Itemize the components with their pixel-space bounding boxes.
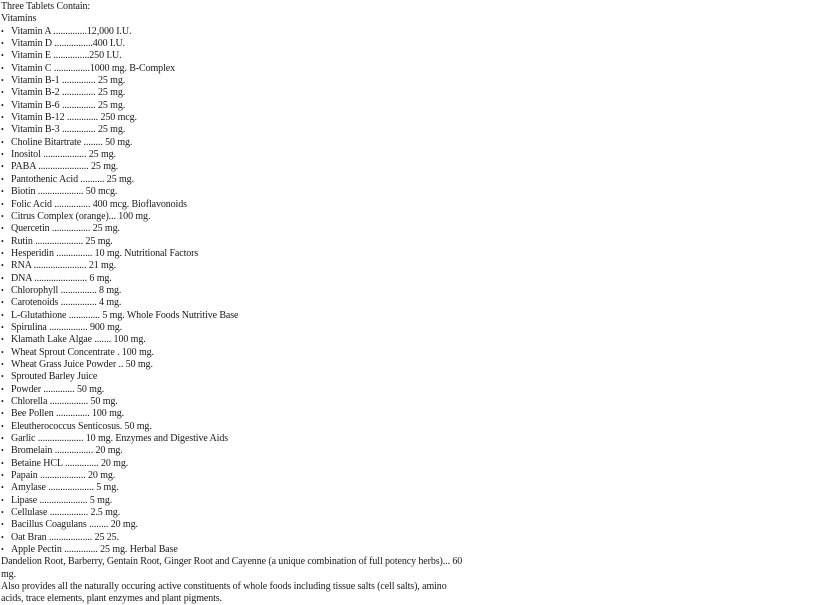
- list-item-text: Citrus Complex (orange)... 100 mg.: [11, 210, 151, 222]
- bullet-icon: •: [1, 285, 4, 295]
- bullet-icon: •: [1, 384, 4, 394]
- list-item-text: Vitamin B-3 .............. 25 mg.: [11, 124, 126, 136]
- bullet-icon: •: [1, 322, 4, 332]
- list-item: [1, 396, 471, 408]
- bullet-icon: •: [1, 162, 4, 172]
- list-item-text: Klamath Lake Algae ....... 100 mg.: [11, 334, 146, 346]
- list-item: [1, 470, 471, 482]
- list-item: [1, 544, 471, 556]
- bullet-icon: •: [1, 150, 4, 160]
- bullet-icon: •: [1, 458, 4, 468]
- list-item-text: Hesperidin ............... 10 mg. Nutritional Factors: [11, 247, 199, 259]
- list-item-text: Vitamin C ...............1000 mg. B-Complex: [11, 62, 175, 74]
- list-item-text: Garlic ................... 10 mg. Enzymes and Digestive Aids: [11, 433, 229, 445]
- list-item-text: Cellulase ................ 2.5 mg.: [11, 507, 121, 519]
- list-item-text: Amylase ................... 5 mg.: [11, 482, 119, 494]
- bullet-icon: •: [1, 520, 4, 530]
- bullet-icon: •: [1, 125, 4, 135]
- list-item: [1, 112, 471, 124]
- list-item-text: Eleutherococcus Senticosus. 50 mg.: [11, 420, 152, 432]
- list-item-text: Quercetin ................ 25 mg.: [11, 223, 120, 235]
- bullet-icon: •: [1, 224, 4, 234]
- list-item-text: Vitamin D ................400 I.U.: [11, 38, 126, 50]
- bullet-icon: •: [1, 310, 4, 320]
- list-item: [1, 149, 471, 161]
- list-item: [1, 458, 471, 470]
- list-item: [1, 532, 471, 544]
- supplement-facts-document: [1, 1, 471, 605]
- list-item-text: Apple Pectin .............. 25 mg. Herbal Base: [11, 544, 178, 556]
- list-item: [1, 297, 471, 309]
- list-item: [1, 384, 471, 396]
- list-item: [1, 137, 471, 149]
- section-label-vitamins: Vitamins: [1, 13, 37, 25]
- list-item: [1, 161, 471, 173]
- bullet-icon: •: [1, 248, 4, 258]
- list-item: [1, 199, 471, 211]
- herbal-base-paragraph: Dandelion Root, Barberry, Gentain Root, Ginger Root and Cayenne (a unique combination of full potency herbs)... 60 mg.: [1, 556, 463, 580]
- list-item-text: Vitamin B-2 .............. 25 mg.: [11, 87, 126, 99]
- list-item-text: Powder ............. 50 mg.: [11, 383, 105, 395]
- list-item-text: DNA ...................... 6 mg.: [11, 272, 112, 284]
- bullet-icon: •: [1, 76, 4, 86]
- bullet-icon: •: [1, 434, 4, 444]
- list-item-text: Vitamin B-6 .............. 25 mg.: [11, 99, 126, 111]
- list-item: [1, 421, 471, 433]
- list-item-text: Spirulina ................ 900 mg.: [11, 321, 123, 333]
- bullet-icon: •: [1, 359, 4, 369]
- list-item-text: Carotenoids ............... 4 mg.: [11, 297, 122, 309]
- list-item-text: RNA ...................... 21 mg.: [11, 260, 117, 272]
- list-item-text: Betaine HCL .............. 20 mg.: [11, 457, 129, 469]
- bullet-icon: •: [1, 88, 4, 98]
- list-item-text: PABA ..................... 25 mg.: [11, 161, 119, 173]
- list-item: [1, 63, 471, 75]
- bullet-icon: •: [1, 236, 4, 246]
- bullet-icon: •: [1, 174, 4, 184]
- list-item: [1, 359, 471, 371]
- list-item: [1, 26, 471, 38]
- list-item: [1, 211, 471, 223]
- bullet-icon: •: [1, 51, 4, 61]
- list-item: [1, 124, 471, 136]
- bullet-icon: •: [1, 113, 4, 123]
- bullet-icon: •: [1, 347, 4, 357]
- list-item-text: Bee Pollen .............. 100 mg.: [11, 408, 125, 420]
- list-item-text: Wheat Grass Juice Powder .. 50 mg.: [11, 358, 153, 370]
- bullet-icon: •: [1, 532, 4, 542]
- list-item: [1, 371, 471, 383]
- bullet-icon: •: [1, 421, 4, 431]
- bullet-icon: •: [1, 409, 4, 419]
- list-item-text: Chlorella ................ 50 mg.: [11, 396, 118, 407]
- bullet-icon: •: [1, 39, 4, 49]
- list-item: [1, 507, 471, 519]
- list-item-text: Rutin .................... 25 mg.: [11, 235, 113, 247]
- closing-paragraph: Also provides all the naturally occuring active constituents of whole foods including tissue salts (cell salts), amino acids, trace elements, plant enzymes and plant pigments.: [1, 580, 447, 605]
- bullet-icon: •: [1, 298, 4, 308]
- list-item: [1, 100, 471, 112]
- bullet-icon: •: [1, 199, 4, 209]
- list-item-text: Vitamin B-1 .............. 25 mg.: [11, 75, 126, 87]
- document-heading: Three Tablets Contain:: [1, 1, 91, 12]
- list-item: [1, 408, 471, 420]
- list-item: [1, 38, 471, 50]
- bullet-icon: •: [1, 446, 4, 456]
- list-item: [1, 347, 471, 359]
- bullet-icon: •: [1, 137, 4, 147]
- bullet-icon: •: [1, 63, 4, 73]
- list-item: [1, 322, 471, 334]
- bullet-icon: •: [1, 100, 4, 110]
- bullet-icon: •: [1, 372, 4, 382]
- list-item: [1, 285, 471, 297]
- list-item-text: Inositol .................. 25 mg.: [11, 149, 116, 161]
- list-item: [1, 248, 471, 260]
- list-item: [1, 310, 471, 322]
- list-item-text: Folic Acid ............... 400 mcg. Bioflavonoids: [11, 198, 187, 210]
- bullet-icon: •: [1, 483, 4, 493]
- list-item: [1, 236, 471, 248]
- bullet-icon: •: [1, 211, 4, 221]
- bullet-icon: •: [1, 471, 4, 481]
- bullet-icon: •: [1, 335, 4, 345]
- bullet-icon: •: [1, 261, 4, 271]
- list-item-text: Vitamin A ..............12,000 I.U.: [11, 25, 132, 37]
- bullet-icon: •: [1, 545, 4, 555]
- bullet-icon: •: [1, 273, 4, 283]
- list-item-text: Bacillus Coagulans ........ 20 mg.: [11, 519, 138, 531]
- list-item-text: Bromelain ................ 20 mg.: [11, 445, 123, 457]
- list-item: [1, 186, 471, 198]
- list-item: [1, 174, 471, 186]
- list-item: [1, 87, 471, 99]
- list-item: [1, 223, 471, 235]
- list-item: [1, 50, 471, 62]
- list-item: [1, 334, 471, 346]
- list-item-text: Pantothenic Acid .......... 25 mg.: [11, 173, 134, 185]
- list-item-text: Lipase .................... 5 mg.: [11, 494, 113, 506]
- list-item-text: Papain ................... 20 mg.: [11, 470, 116, 482]
- bullet-icon: •: [1, 187, 4, 197]
- list-item-text: Oat Bran .................. 25 25.: [11, 531, 119, 543]
- list-item-text: Vitamin B-12 ............. 250 mcg.: [11, 112, 137, 124]
- list-item-text: Sprouted Barley Juice: [11, 371, 98, 383]
- list-item: [1, 273, 471, 285]
- ingredient-list: [1, 26, 471, 557]
- list-item: [1, 433, 471, 445]
- list-item-text: Choline Bitartrate ........ 50 mg.: [11, 136, 133, 148]
- list-item: [1, 260, 471, 272]
- list-item: [1, 482, 471, 494]
- bullet-icon: •: [1, 508, 4, 518]
- list-item-text: Wheat Sprout Concentrate . 100 mg.: [11, 346, 154, 358]
- list-item: [1, 75, 471, 87]
- list-item: [1, 495, 471, 507]
- bullet-icon: •: [1, 495, 4, 505]
- list-item: [1, 519, 471, 531]
- bullet-icon: •: [1, 397, 4, 406]
- list-item-text: L-Glutathione ............. 5 mg. Whole Foods Nutritive Base: [11, 309, 239, 321]
- list-item: [1, 445, 471, 457]
- list-item-text: Vitamin E ...............250 I.U.: [11, 50, 122, 62]
- list-item-text: Biotin ................... 50 mcg.: [11, 186, 118, 198]
- bullet-icon: •: [1, 26, 4, 36]
- list-item-text: Chlorophyll ............... 8 mg.: [11, 284, 122, 296]
